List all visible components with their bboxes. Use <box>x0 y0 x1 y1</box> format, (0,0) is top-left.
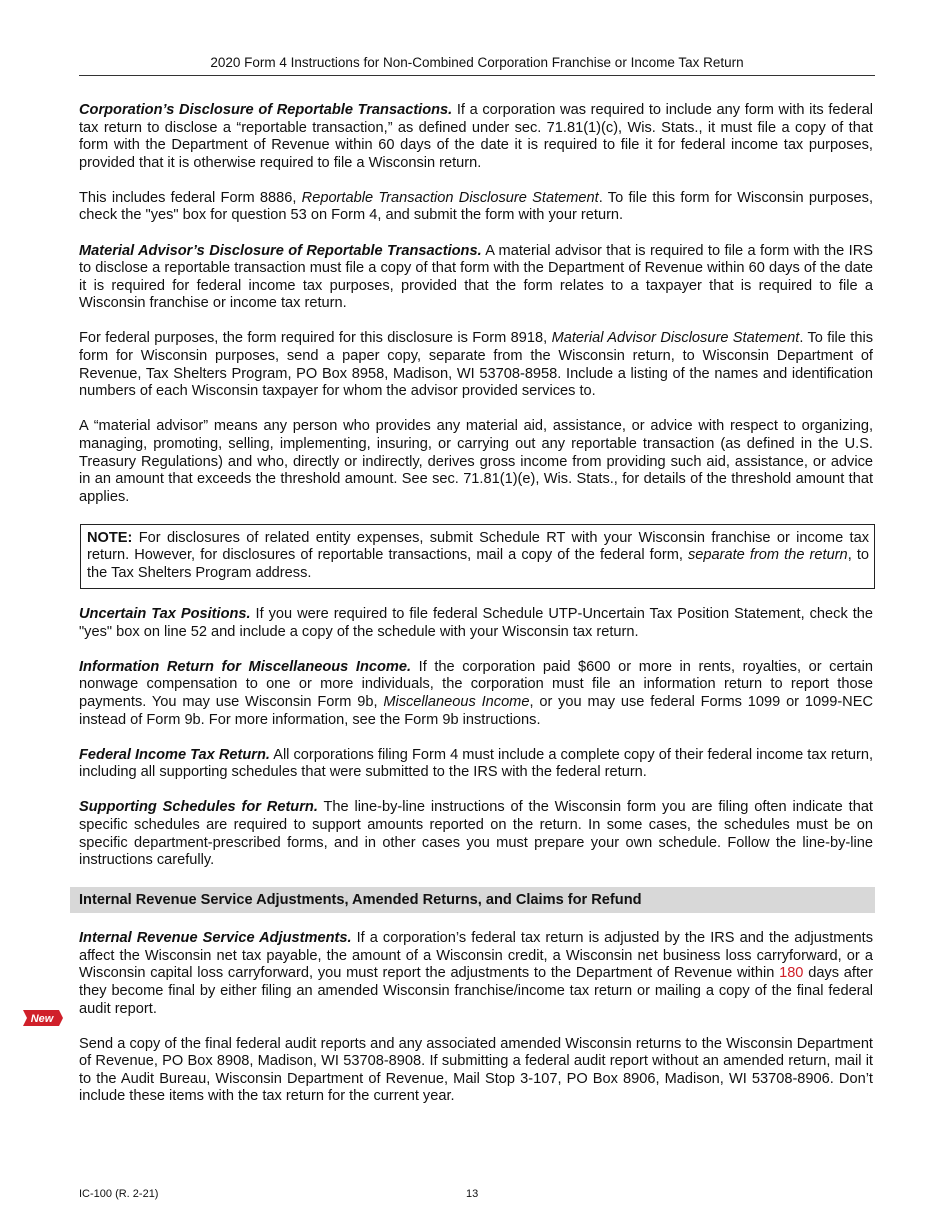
paragraph-text: This includes federal Form 8886, <box>79 189 302 206</box>
section-heading: Internal Revenue Service Adjustments, Amended Returns, and Claims for Refund <box>70 887 875 913</box>
paragraph-lead: Internal Revenue Service Adjustments. <box>79 930 352 947</box>
paragraph-lead: Federal Income Tax Return. <box>79 746 270 763</box>
paragraph-text: . To file this form for Wisconsin purposes, check the "yes" box for question 53 on Form 4, and submit the form with your return. <box>79 189 873 224</box>
paragraph-form-8918 <box>79 330 873 400</box>
paragraph-irs-adjustments <box>79 930 873 1018</box>
paragraph-material-advisor-disclosure <box>79 243 873 313</box>
footer-form-id: IC-100 (R. 2-21) <box>79 1188 159 1200</box>
paragraph-text: The line-by-line instructions of the Wisconsin form you are filing often indicate that specific schedules are required to support amounts reported on the return. In some cases, the schedules must be on specific department-prescribed forms, and in other cases you must prepare your own schedule. Follow the line-by-line instructions carefully. <box>79 799 873 869</box>
paragraph-lead: Information Return for Miscellaneous Income. <box>79 658 412 675</box>
form-title: Material Advisor Disclosure Statement <box>551 330 800 347</box>
note-text: , to the Tax Shelters Program address. <box>87 547 870 581</box>
paragraph-lead: Corporation’s Disclosure of Reportable Transactions. <box>79 102 453 118</box>
paragraph-text: A “material advisor” means any person who provides any material aid, assistance, or advice with respect to organizing, managing, promoting, selling, implementing, insuring, or carrying out any reportable transaction (as defined in the U.S. Treasury Regulations) and who, directly or indirectly, derives gross income from providing such aid, assistance, or advice in an amount that exceeds the threshold amount. See sec. 71.81(1)(e), Wis. Stats., for details of the threshold amount that applies. <box>79 418 873 505</box>
form-title: Miscellaneous Income <box>383 693 530 710</box>
paragraph-text: , or you may use federal Forms 1099 or 1099-NEC instead of Form 9b. For more information, see the Form 9b instructions. <box>79 693 873 728</box>
header-divider <box>79 75 875 76</box>
note-emphasis: separate from the return <box>688 547 848 564</box>
new-flag-label: New <box>30 1013 54 1025</box>
paragraph-supporting-schedules <box>79 799 873 869</box>
note-text: For disclosures of related entity expenses, submit Schedule RT with your Wisconsin franchise or income tax return. However, for disclosures of reportable transactions, mail a copy of the federal form, <box>87 529 869 564</box>
paragraph-text: For federal purposes, the form required for this disclosure is Form 8918, <box>79 330 552 347</box>
paragraph-uncertain-tax-positions <box>79 606 873 641</box>
paragraph-text: If the corporation paid $600 or more in rents, royalties, or certain nonwage compensation to one or more individuals, the corporation must file an information return to report those payments. You may use Wisconsin Form 9b, <box>79 658 873 710</box>
form-title: Reportable Transaction Disclosure Statement <box>301 189 599 206</box>
note-label: NOTE: <box>87 529 133 546</box>
paragraph-text: If a corporation’s federal tax return is adjusted by the IRS and the adjustments affect the Wisconsin net tax payable, the amount of a Wisconsin credit, a Wisconsin net business loss carryforward, or a Wisconsin capital loss carryforward, you must report the adjustments to the Department of Revenue within <box>79 930 873 982</box>
paragraph-text: . To file this form for Wisconsin purposes, send a paper copy, separate from the Wisconsin return, to Wisconsin Department of Revenue, Tax Shelters Program, PO Box 8958, Madison, WI 53708-8958. Include a listing of the names and identification numbers of each Wisconsin taxpayer for whom the advisor provided services to. <box>79 330 873 400</box>
paragraph-text: If a corporation was required to include any form with its federal tax return to disclose a “reportable transaction,” as defined under sec. 71.81(1)(c), Wis. Stats., it must file a copy of that form with the Department of Revenue within 60 days of the date it is required to file it for federal income tax purposes, provided that it is otherwise required to file a Wisconsin return. <box>79 102 873 171</box>
paragraph-lead: Supporting Schedules for Return. <box>79 799 318 816</box>
document-body <box>79 102 873 1124</box>
footer-page-number: 13 <box>466 1188 479 1200</box>
paragraph-text: All corporations filing Form 4 must include a complete copy of their federal income tax return, including all supporting schedules that were submitted to the IRS with the federal return. <box>79 746 873 781</box>
page-header: 2020 Form 4 Instructions for Non-Combined Corporation Franchise or Income Tax Return <box>210 55 744 70</box>
paragraph-text: A material advisor that is required to file a form with the IRS to disclose a reportable transaction must file a copy of that form with the Department of Revenue within 60 days of the date it is required for federal income tax purposes, provided that the form relates to a taxpayer that is required to file a Wisconsin franchise or income tax return. <box>79 242 874 312</box>
paragraph-corporation-disclosure <box>79 102 873 172</box>
paragraph-federal-income-tax-return <box>79 747 873 782</box>
paragraph-information-return <box>79 659 873 729</box>
highlighted-days: 180 <box>779 965 804 982</box>
note-box <box>80 524 875 589</box>
paragraph-material-advisor-definition <box>79 418 873 506</box>
paragraph-form-8886 <box>79 190 873 225</box>
paragraph-audit-reports <box>79 1036 873 1106</box>
paragraph-text: Send a copy of the final federal audit reports and any associated amended Wisconsin returns to the Wisconsin Department of Revenue, PO Box 8908, Madison, WI 53708-8908. If submitting a federal audit report without an amended return, mail it to the Audit Bureau, Wisconsin Department of Revenue, Mail Stop 3-107, PO Box 8906, Madison, WI 53708-8906. Don’t include these items with the tax return for the current year. <box>79 1035 873 1105</box>
new-flag-icon <box>23 1010 63 1026</box>
paragraph-lead: Material Advisor’s Disclosure of Reportable Transactions. <box>79 242 482 259</box>
paragraph-lead: Uncertain Tax Positions. <box>79 606 251 623</box>
paragraph-text: If you were required to file federal Schedule UTP-Uncertain Tax Position Statement, check the "yes" box on line 52 and include a copy of the schedule with your Wisconsin tax return. <box>79 606 873 640</box>
paragraph-text: days after they become final by either filing an amended Wisconsin franchise/income tax return or mailing a copy of the final federal audit report. <box>79 965 873 1017</box>
